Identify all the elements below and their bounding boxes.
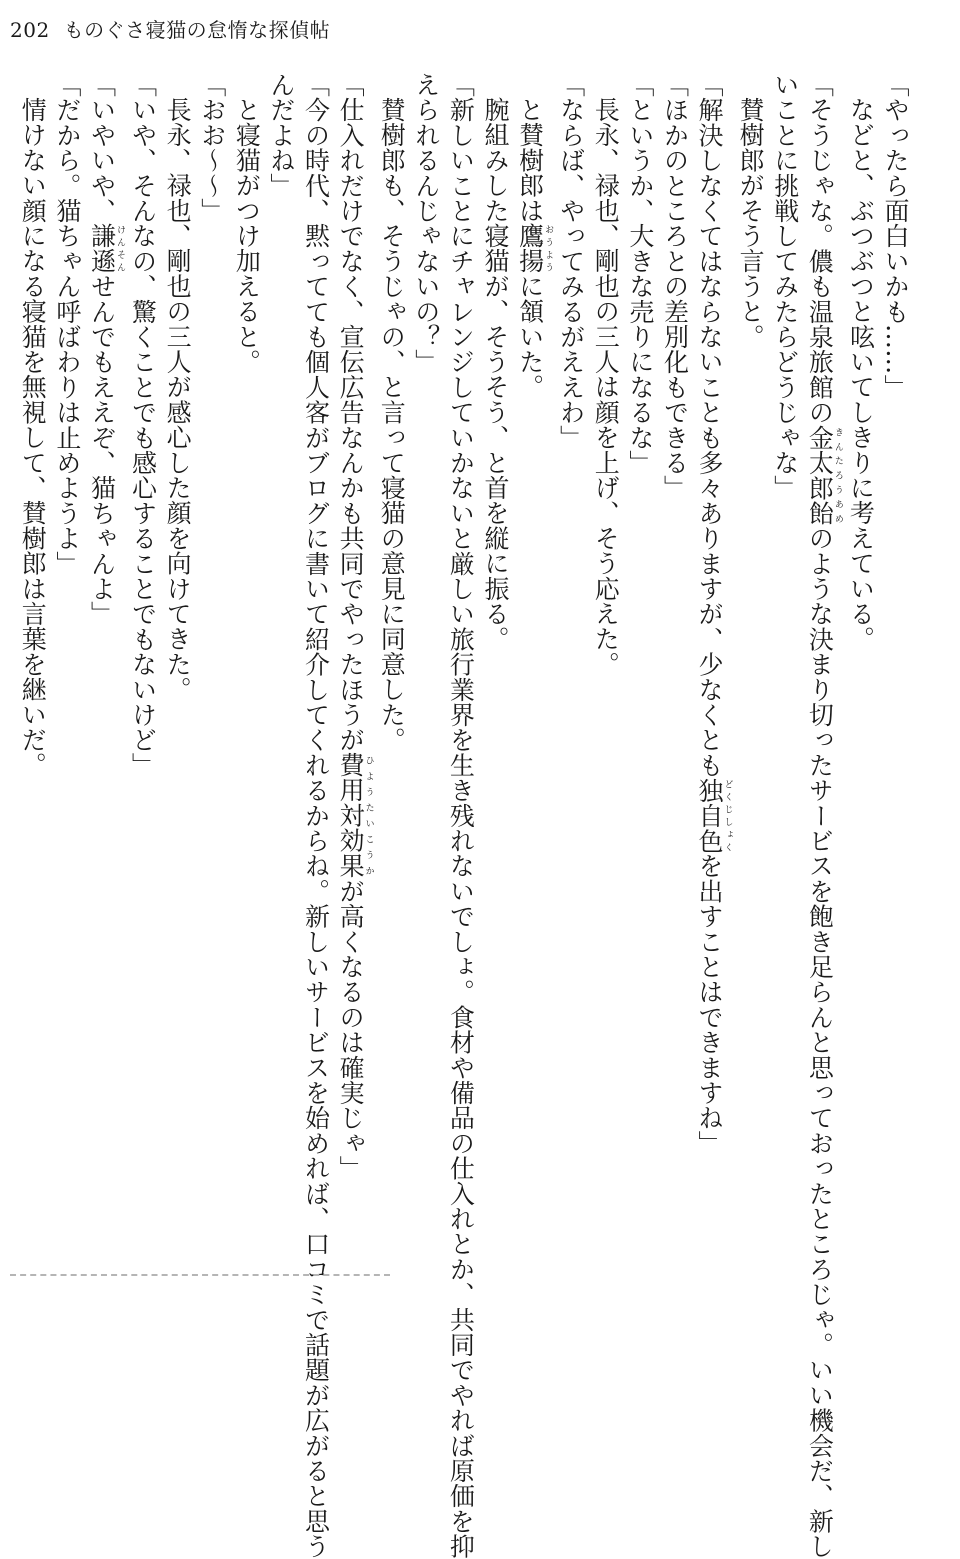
book-title: ものぐさ寝猫の怠惰な探偵帖 xyxy=(63,18,331,42)
footer-divider xyxy=(10,1274,390,1276)
text-line xyxy=(49,72,84,1262)
text-line xyxy=(512,72,553,1262)
text-segment: のような決まり切ったサービスを飽き足らんと思っておったところじゃ。いい機会だ、新し xyxy=(805,525,835,1559)
text-segment: 長永、禄也、剛也の三人が感心した顔を向けてきた。 xyxy=(163,97,193,702)
ruby-annotated-word xyxy=(805,424,843,526)
text-line xyxy=(477,72,512,1262)
text-segment: 腕組みした寝猫が、そうそう、と首を縦に振る。 xyxy=(480,97,510,652)
text-segment: 「今の時代、黙ってても個人客がブログに書いて紹介してくれるからね。新しいサービスを始めれば、口コミで話題が広がると思う xyxy=(301,72,331,1559)
ruby-base: 独自色 xyxy=(695,777,725,854)
ruby-annotated-word xyxy=(695,777,733,854)
text-segment: に頷いた。 xyxy=(515,273,545,400)
ruby-reading: ひようたいこうか xyxy=(363,752,374,879)
text-segment: 「いやいや、 xyxy=(87,72,117,224)
text-segment: 「新しいことにチャレンジしていかないと厳しい旅行業界を生き残れないでしょ。食材や備品の仕入れとか、共同でやれば原価を抑 xyxy=(446,72,476,1559)
text-segment: 情けない顔になる寝猫を無視して、賛樹郎は言葉を継いだ。 xyxy=(18,97,48,778)
ruby-reading: けんそん xyxy=(114,223,125,274)
ruby-reading: どくじしょく xyxy=(722,777,733,854)
page-number: 202 xyxy=(10,18,50,42)
text-segment: を出すことはできますね」 xyxy=(695,853,725,1156)
text-segment: 「おお～～」 xyxy=(197,72,227,224)
ruby-reading: きんたろうあめ xyxy=(832,424,843,526)
text-line xyxy=(333,72,374,1262)
text-line xyxy=(194,72,229,1262)
text-segment: と寝猫がつけ加えると。 xyxy=(232,97,262,375)
text-line xyxy=(263,72,298,1262)
text-line xyxy=(125,72,160,1262)
text-line xyxy=(443,72,478,1559)
vertical-body-text xyxy=(15,72,912,1559)
text-line xyxy=(657,72,692,1262)
text-line xyxy=(588,72,623,1262)
text-segment: などと、ぶつぶつと呟いてしきりに考えている。 xyxy=(846,97,876,652)
ruby-reading: おうよう xyxy=(543,223,554,274)
ruby-base: 金太郎飴 xyxy=(805,424,835,526)
ruby-base: 費用対効果 xyxy=(336,752,366,879)
text-line xyxy=(767,72,802,1262)
text-segment: んだよね」 xyxy=(266,72,296,198)
ruby-annotated-word xyxy=(515,223,554,274)
text-line xyxy=(553,72,588,1262)
text-segment: 「解決しなくてはならないことも多々ありますが、少なくとも xyxy=(695,72,725,778)
text-line xyxy=(15,72,50,1262)
text-segment: 「ならば、やってみるがええわ」 xyxy=(556,72,586,450)
text-segment: 「ほかのところとの差別化もできる」 xyxy=(660,72,690,501)
text-segment: 賛樹郎がそう言うと。 xyxy=(736,97,766,349)
text-segment: いことに挑戦してみたらどうじゃな」 xyxy=(770,72,800,501)
text-line xyxy=(229,72,264,1262)
text-segment: 賛樹郎も、そうじゃの、と言って寝猫の意見に同意した。 xyxy=(377,97,407,753)
text-line xyxy=(877,72,912,1262)
ruby-base: 鷹揚 xyxy=(515,223,545,274)
text-line xyxy=(84,72,125,1262)
text-line xyxy=(374,72,409,1262)
text-segment: 「仕入れだけでなく、宣伝広告なんかも共同でやったほうが xyxy=(336,72,366,753)
text-segment: 「いや、そんなの、驚くことでも感心することでもないけど」 xyxy=(128,72,158,778)
text-segment: が高くなるのは確実じゃ」 xyxy=(336,878,366,1181)
text-line xyxy=(160,72,195,1262)
text-line xyxy=(408,72,443,1262)
ruby-base: 謙遜 xyxy=(87,223,117,274)
text-segment: せんでもええぞ、猫ちゃんよ」 xyxy=(87,273,117,627)
text-segment: 「というか、大きな売りになるな」 xyxy=(625,72,655,476)
text-line xyxy=(298,72,333,1559)
text-segment: と賛樹郎は xyxy=(515,97,545,223)
text-segment: 「そうじゃな。儂も温泉旅館の xyxy=(805,72,835,425)
ruby-annotated-word xyxy=(87,223,125,274)
page-header xyxy=(10,18,330,42)
ruby-annotated-word xyxy=(336,752,374,879)
text-segment: 「だから。猫ちゃん呼ばわりは止めようよ」 xyxy=(52,72,82,576)
text-segment: えられるんじゃないの？」 xyxy=(411,72,441,375)
text-line xyxy=(691,72,732,1262)
text-segment: 長永、禄也、剛也の三人は顔を上げ、そう応えた。 xyxy=(591,97,621,677)
text-line xyxy=(733,72,768,1262)
text-line xyxy=(622,72,657,1262)
text-segment: 「やったら面白いかも……」 xyxy=(881,72,910,400)
text-line xyxy=(802,72,843,1559)
text-line xyxy=(843,72,878,1262)
